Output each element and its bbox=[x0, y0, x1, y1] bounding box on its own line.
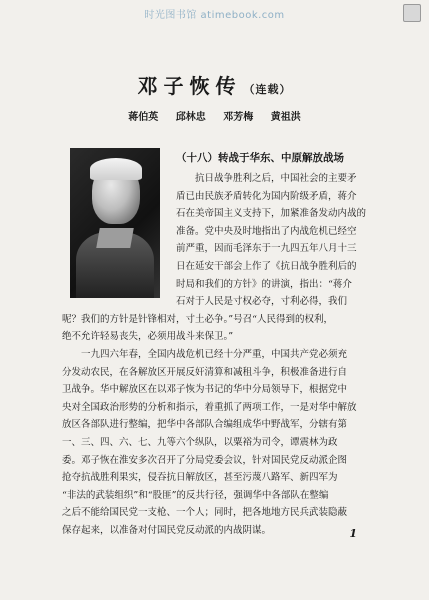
author: 邱林忠 bbox=[175, 112, 206, 123]
corner-icon bbox=[403, 4, 421, 22]
body-line: 之后不能给国民党一支枪、一个人；同时，把各地地方民兵武装隐蔽 bbox=[62, 507, 348, 518]
author: 蒋伯英 bbox=[128, 112, 159, 123]
author: 邓芳梅 bbox=[223, 112, 254, 123]
body-line: 抢夺抗战胜利果实，侵吞抗日解放区，甚至污蔑八路军、新四军为 bbox=[62, 472, 338, 483]
body-line: “非法的武装组织”和“股匪”的反共行径，强调华中各部队在整编 bbox=[62, 490, 329, 501]
title-text: 邓子恢传 bbox=[137, 74, 242, 98]
author: 黄祖洪 bbox=[270, 112, 301, 123]
body-line: 准备。党中央及时地指出了内战危机已经空 bbox=[176, 226, 357, 237]
body-line: 时局和我们的方针》的讲演，指出：“蒋介 bbox=[176, 279, 352, 290]
body-line: 放区各部队进行整编，把华中各部队合编组成华中野战军，分辖有第 bbox=[62, 419, 348, 430]
body-line: 保存起来，以准备对付国民党反动派的内战阴谋。 bbox=[62, 525, 272, 536]
body-line: 石在美帝国主义支持下，加紧准备发动内战的 bbox=[176, 208, 367, 219]
body-line: 央对全国政治形势的分析和指示，着重抓了两项工作，一是对华中解放 bbox=[62, 402, 357, 413]
body-line: 一九四六年春，全国内战危机已经十分严重，中国共产党必须充 bbox=[62, 349, 348, 360]
title-suffix: （连载） bbox=[243, 83, 292, 96]
body-line: 抗日战争胜利之后，中国社会的主要矛 bbox=[176, 173, 357, 184]
author-list bbox=[0, 108, 429, 123]
body-line: 盾已由民族矛盾转化为国内阶级矛盾，蒋介 bbox=[176, 191, 357, 202]
body-line: 呢？我们的方针是针锋相对，寸土必争。”号召“人民得到的权利， bbox=[62, 314, 333, 325]
page-number: 1 bbox=[349, 527, 357, 540]
body-line: 绝不允许轻易丧失，必须用战斗来保卫。” bbox=[62, 331, 234, 342]
watermark: 时光图书馆 atimebook.com bbox=[144, 10, 285, 21]
article-title bbox=[0, 70, 429, 99]
body-line: 委。邓子恢在淮安多次召开了分局党委会议，针对国民党反动派企图 bbox=[62, 455, 348, 466]
portrait-photo bbox=[70, 148, 160, 298]
body-line: 石对于人民是寸权必夺，寸利必得，我们 bbox=[176, 296, 348, 307]
body-line: 日在延安干部会上作了《抗日战争胜利后的 bbox=[176, 261, 357, 272]
body-line: 前严重，因而毛泽东于一九四五年八月十三 bbox=[176, 243, 357, 254]
body-line: 分发动农民，在各解放区开展反奸清算和减租斗争，积极准备进行自 bbox=[62, 367, 348, 378]
body-line: 卫战争。华中解放区在以邓子恢为书记的华中分局领导下，根据党中 bbox=[62, 384, 348, 395]
body-line: 一、三、四、六、七、九等六个纵队，以粟裕为司令，谭震林为政 bbox=[62, 437, 338, 448]
section-heading: （十八）转战于华东、中原解放战场 bbox=[176, 152, 344, 164]
